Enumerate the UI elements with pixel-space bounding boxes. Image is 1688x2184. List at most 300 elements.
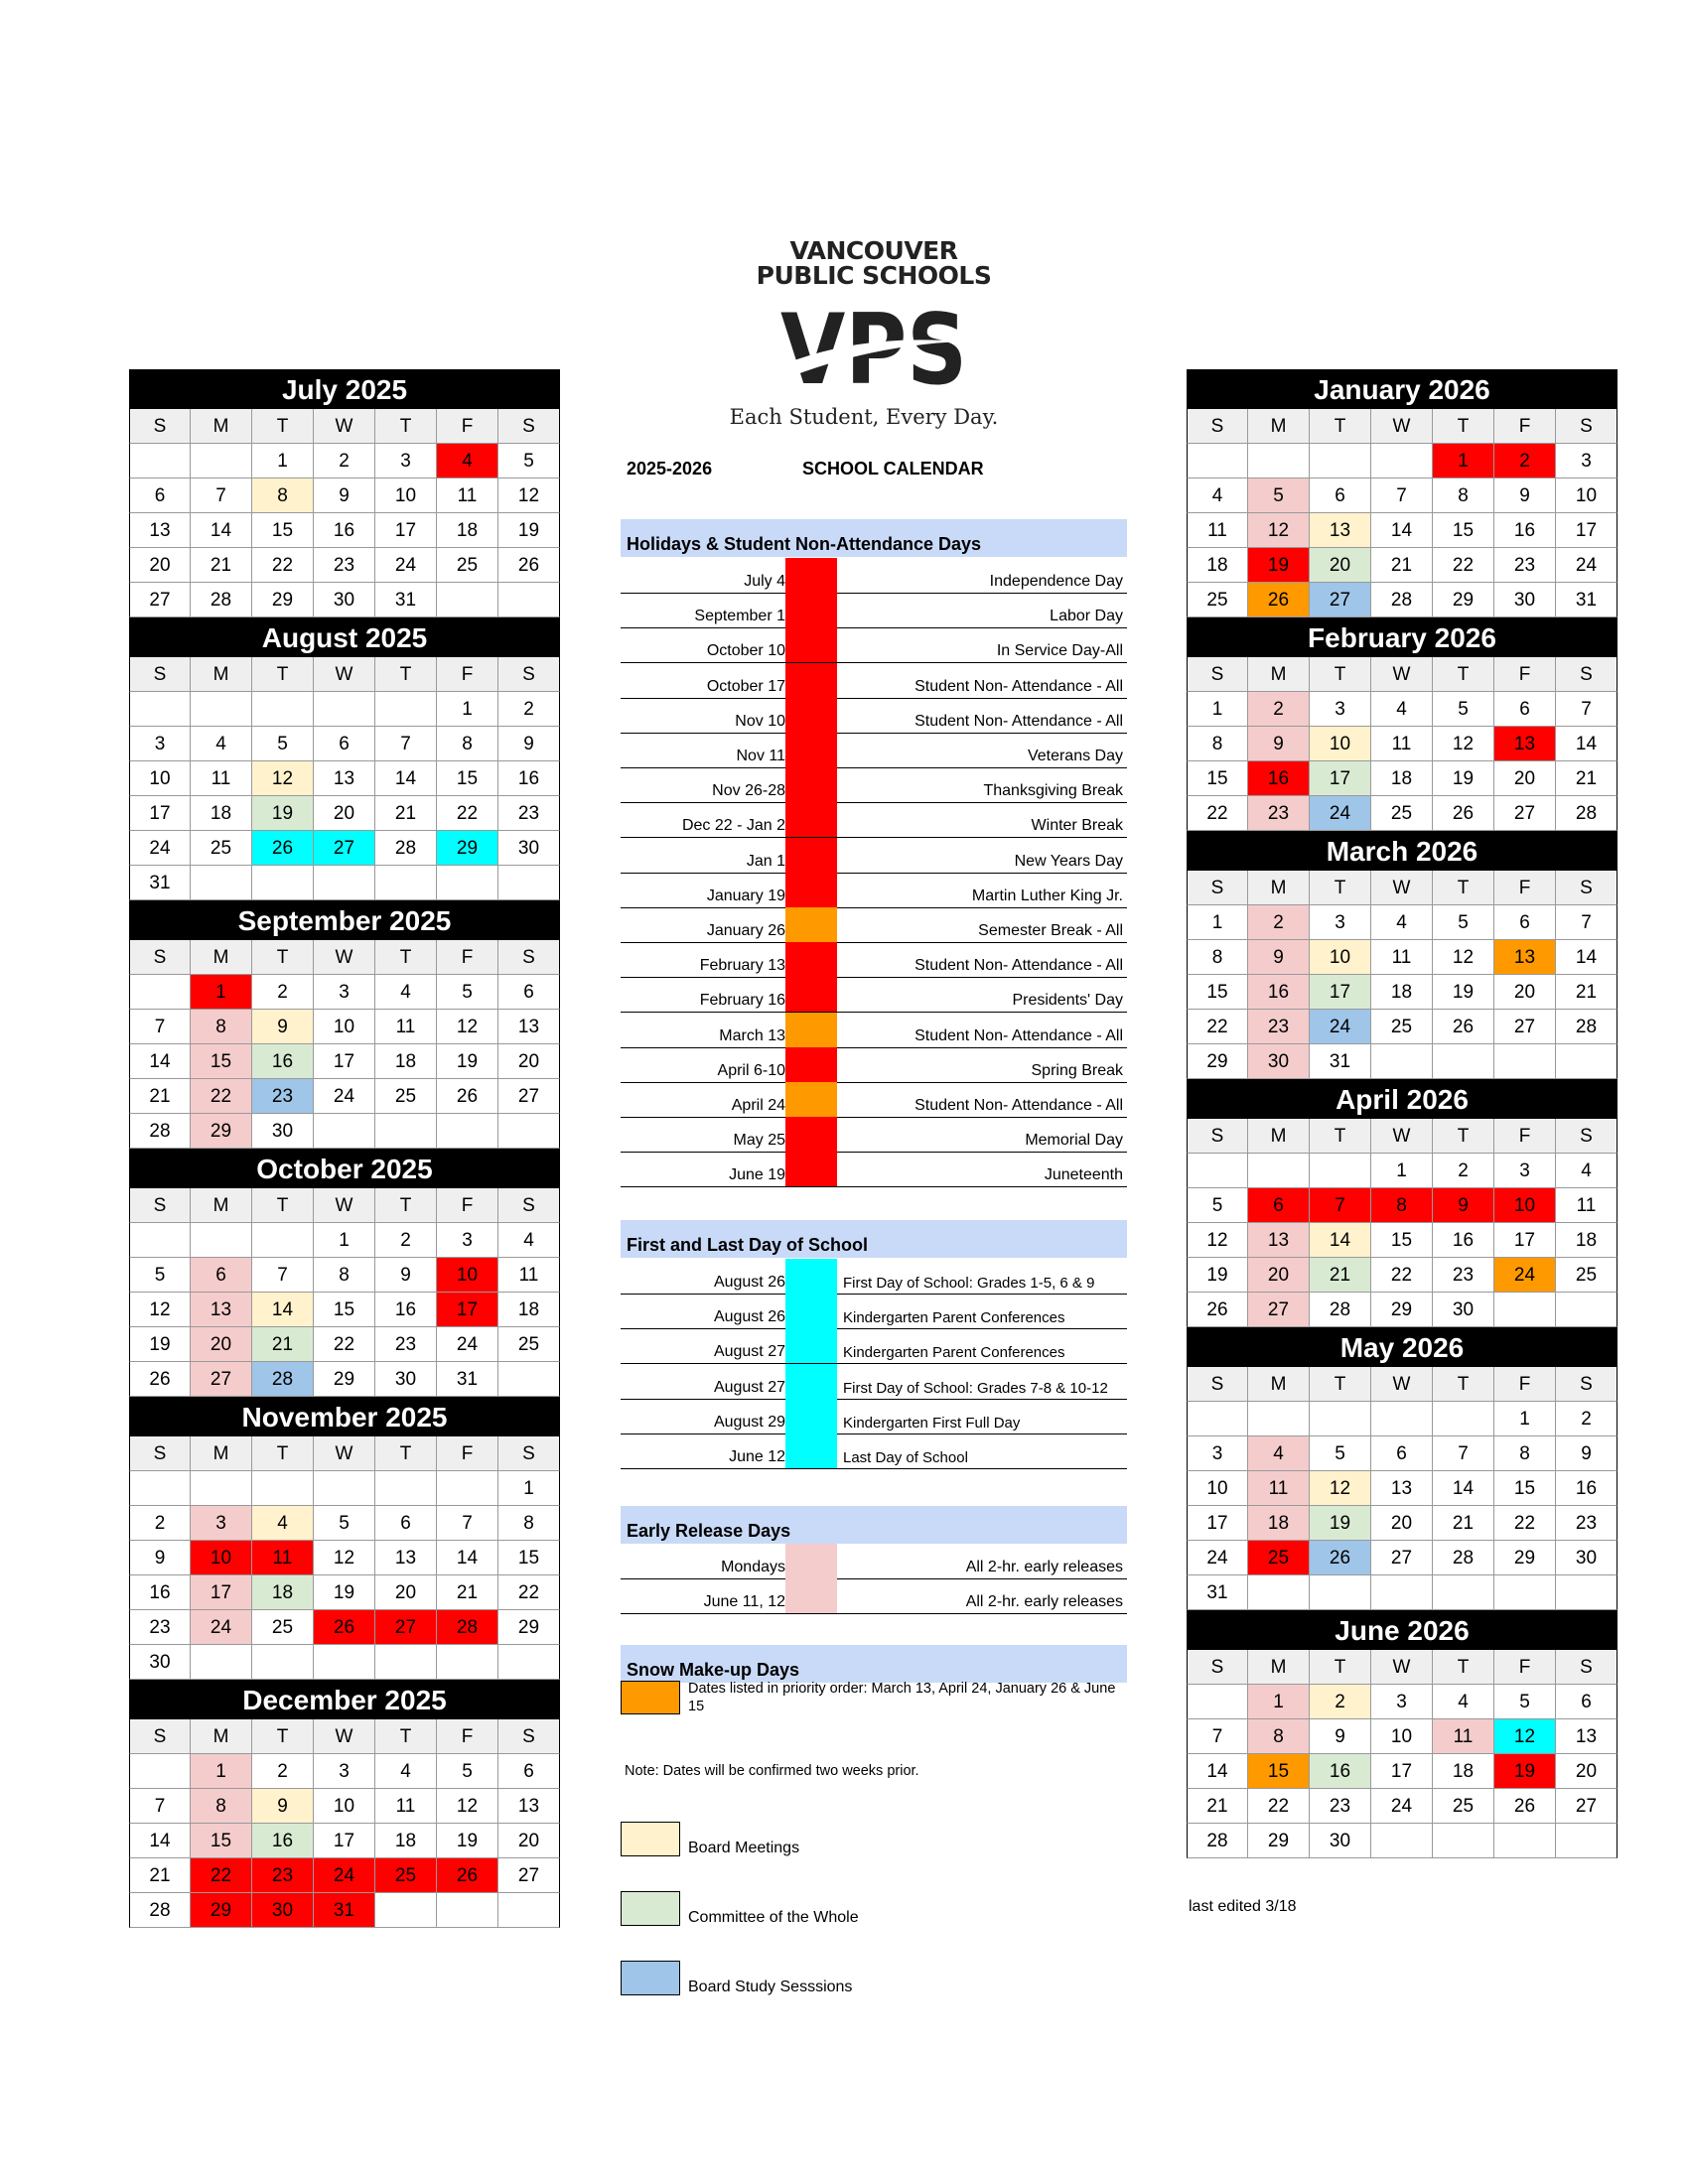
day-cell: 27 [1310, 583, 1371, 617]
event-date: Nov 11 [736, 748, 785, 764]
day-cell: 17 [1556, 513, 1618, 548]
day-cell: 29 [1494, 1541, 1556, 1575]
day-cell: 10 [314, 1789, 375, 1824]
day-cell: 28 [129, 1114, 191, 1149]
weekday-label: S [498, 1188, 560, 1223]
empty-cell [1248, 1575, 1310, 1610]
weekday-header-row [129, 1188, 560, 1223]
empty-cell [314, 1471, 375, 1506]
day-cell: 15 [191, 1044, 252, 1079]
day-cell: 31 [129, 866, 191, 900]
weekday-header-row [1187, 1367, 1618, 1402]
day-cell: 15 [498, 1541, 560, 1575]
day-cell: 11 [1371, 940, 1433, 975]
day-cell: 9 [252, 1010, 314, 1044]
empty-cell [1310, 1154, 1371, 1188]
day-cell: 12 [498, 478, 560, 513]
day-cell: 24 [1310, 1010, 1371, 1044]
day-cell: 22 [1187, 1010, 1248, 1044]
day-cell: 28 [1433, 1541, 1494, 1575]
day-cell: 10 [1310, 940, 1371, 975]
empty-cell [437, 1471, 498, 1506]
empty-cell [1494, 1044, 1556, 1079]
day-cell: 21 [1187, 1789, 1248, 1824]
weekday-label: W [314, 409, 375, 444]
day-cell: 17 [375, 513, 437, 548]
day-cell: 14 [1556, 727, 1618, 761]
day-cell: 6 [1494, 692, 1556, 727]
month-block [1187, 617, 1618, 831]
month-title: July 2025 [129, 369, 560, 409]
weekday-label: S [498, 657, 560, 692]
event-name: Labor Day [1050, 608, 1123, 625]
day-cell: 1 [1433, 444, 1494, 478]
day-cell: 24 [129, 831, 191, 866]
event-row [621, 1544, 1127, 1579]
day-cell: 28 [1187, 1824, 1248, 1858]
day-cell: 19 [437, 1824, 498, 1858]
day-cell: 12 [129, 1293, 191, 1327]
logo-line-2: PUBLIC SCHOOLS [756, 261, 992, 290]
week-row [129, 1610, 560, 1645]
day-cell: 30 [314, 583, 375, 617]
day-cell: 2 [1248, 905, 1310, 940]
day-cell: 23 [314, 548, 375, 583]
day-cell: 4 [1371, 905, 1433, 940]
day-cell: 4 [1433, 1685, 1494, 1719]
day-cell: 22 [1494, 1506, 1556, 1541]
weekday-label: T [252, 1188, 314, 1223]
day-cell: 1 [191, 975, 252, 1010]
event-row [621, 1152, 1127, 1187]
event-color-swatch [785, 698, 837, 733]
day-cell: 19 [252, 796, 314, 831]
legend-label-study-sessions: Board Study Sesssions [688, 1979, 853, 1995]
weekday-label: F [437, 409, 498, 444]
empty-cell [191, 1223, 252, 1258]
week-row [1187, 1685, 1618, 1719]
day-cell: 8 [191, 1010, 252, 1044]
logo-mark-text: VPS [780, 294, 967, 407]
day-cell: 20 [1371, 1506, 1433, 1541]
day-cell: 8 [1187, 727, 1248, 761]
day-cell: 11 [1248, 1471, 1310, 1506]
event-color-swatch [785, 1399, 837, 1433]
empty-cell [1371, 1402, 1433, 1436]
empty-cell [252, 692, 314, 727]
week-row [1187, 727, 1618, 761]
day-cell: 3 [191, 1506, 252, 1541]
day-cell: 10 [1494, 1188, 1556, 1223]
event-date: April 6-10 [717, 1061, 785, 1079]
month-block [129, 900, 560, 1149]
week-row [129, 1506, 560, 1541]
event-name: Semester Break - All [978, 922, 1123, 939]
empty-cell [375, 1114, 437, 1149]
empty-cell [1248, 1402, 1310, 1436]
day-cell: 27 [498, 1858, 560, 1893]
day-cell: 9 [1556, 1436, 1618, 1471]
event-date: June 12 [729, 1448, 785, 1465]
day-cell: 2 [252, 1754, 314, 1789]
day-cell: 9 [375, 1258, 437, 1293]
day-cell: 9 [1433, 1188, 1494, 1223]
day-cell: 7 [1556, 692, 1618, 727]
weekday-label: T [1433, 1650, 1494, 1685]
day-cell: 8 [498, 1506, 560, 1541]
event-row [621, 733, 1127, 768]
day-cell: 31 [1187, 1575, 1248, 1610]
day-cell: 29 [314, 1362, 375, 1397]
event-color-swatch [785, 1152, 837, 1186]
day-cell: 21 [1556, 761, 1618, 796]
day-cell: 6 [1248, 1188, 1310, 1223]
weekday-label: M [1248, 657, 1310, 692]
event-row [621, 1294, 1127, 1329]
day-cell: 11 [498, 1258, 560, 1293]
empty-cell [314, 1645, 375, 1680]
event-row [621, 1578, 1127, 1614]
empty-cell [1556, 1575, 1618, 1610]
week-row [1187, 1754, 1618, 1789]
day-cell: 5 [1433, 692, 1494, 727]
empty-cell [1433, 1575, 1494, 1610]
event-row [621, 838, 1127, 874]
day-cell: 15 [252, 513, 314, 548]
day-cell: 28 [437, 1610, 498, 1645]
empty-cell [498, 1114, 560, 1149]
weekday-label: M [191, 409, 252, 444]
day-cell: 7 [437, 1506, 498, 1541]
week-row [129, 1858, 560, 1893]
event-color-swatch [785, 1047, 837, 1082]
day-cell: 16 [1248, 761, 1310, 796]
week-row [1187, 1436, 1618, 1471]
first-last-heading: First and Last Day of School [621, 1220, 1127, 1258]
event-date: Dec 22 - Jan 2 [681, 817, 785, 835]
day-cell: 8 [1187, 940, 1248, 975]
empty-cell [1371, 444, 1433, 478]
day-cell: 10 [314, 1010, 375, 1044]
weekday-label: T [1433, 1119, 1494, 1154]
day-cell: 23 [375, 1327, 437, 1362]
day-cell: 20 [314, 796, 375, 831]
weekday-label: T [252, 657, 314, 692]
week-row [1187, 1541, 1618, 1575]
event-row [621, 1117, 1127, 1153]
day-cell: 6 [375, 1506, 437, 1541]
legend-swatch-board-meetings [621, 1822, 680, 1856]
weekday-label: T [375, 657, 437, 692]
month-title: August 2025 [129, 617, 560, 657]
event-name: In Service Day-All [996, 642, 1123, 660]
month-title: February 2026 [1187, 617, 1618, 657]
week-row [129, 583, 560, 617]
week-row [1187, 761, 1618, 796]
weekday-label: T [1433, 1367, 1494, 1402]
day-cell: 5 [1494, 1685, 1556, 1719]
weekday-label: S [498, 1719, 560, 1754]
day-cell: 20 [498, 1044, 560, 1079]
day-cell: 20 [1310, 548, 1371, 583]
day-cell: 21 [129, 1079, 191, 1114]
day-cell: 4 [1371, 692, 1433, 727]
day-cell: 6 [1556, 1685, 1618, 1719]
week-row [129, 831, 560, 866]
week-row [129, 1114, 560, 1149]
legend-swatch-study-sessions [621, 1961, 680, 1995]
weekday-label: S [1187, 1119, 1248, 1154]
day-cell: 9 [1248, 940, 1310, 975]
day-cell: 17 [1310, 975, 1371, 1010]
day-cell: 17 [1494, 1223, 1556, 1258]
weekday-label: T [252, 409, 314, 444]
day-cell: 29 [252, 583, 314, 617]
day-cell: 2 [314, 444, 375, 478]
day-cell: 30 [375, 1362, 437, 1397]
day-cell: 8 [437, 727, 498, 761]
day-cell: 29 [1371, 1293, 1433, 1327]
day-cell: 14 [1371, 513, 1433, 548]
event-name: Independence Day [989, 573, 1123, 590]
weekday-label: M [1248, 871, 1310, 905]
weekday-label: F [437, 1436, 498, 1471]
event-row [621, 907, 1127, 943]
week-row [129, 1079, 560, 1114]
week-row [129, 444, 560, 478]
day-cell: 15 [191, 1824, 252, 1858]
weekday-label: W [314, 1188, 375, 1223]
event-color-swatch [785, 838, 837, 873]
day-cell: 5 [1310, 1436, 1371, 1471]
day-cell: 18 [1371, 975, 1433, 1010]
day-cell: 7 [1556, 905, 1618, 940]
weekday-label: M [191, 657, 252, 692]
day-cell: 8 [1433, 478, 1494, 513]
day-cell: 19 [1433, 761, 1494, 796]
event-date: January 26 [706, 922, 785, 939]
day-cell: 24 [314, 1079, 375, 1114]
day-cell: 13 [1371, 1471, 1433, 1506]
day-cell: 4 [252, 1506, 314, 1541]
day-cell: 28 [191, 583, 252, 617]
week-row [1187, 1044, 1618, 1079]
empty-cell [1187, 1402, 1248, 1436]
day-cell: 19 [1310, 1506, 1371, 1541]
week-row [1187, 1506, 1618, 1541]
day-cell: 30 [1433, 1293, 1494, 1327]
empty-cell [437, 1645, 498, 1680]
event-name: Martin Luther King Jr. [971, 887, 1123, 904]
month-title: June 2026 [1187, 1610, 1618, 1650]
event-row [621, 663, 1127, 699]
empty-cell [252, 1471, 314, 1506]
day-cell: 4 [437, 444, 498, 478]
day-cell: 2 [1556, 1402, 1618, 1436]
day-cell: 14 [375, 761, 437, 796]
empty-cell [129, 975, 191, 1010]
day-cell: 1 [1187, 905, 1248, 940]
day-cell: 6 [498, 1754, 560, 1789]
day-cell: 16 [252, 1824, 314, 1858]
day-cell: 3 [1187, 1436, 1248, 1471]
day-cell: 25 [1433, 1789, 1494, 1824]
empty-cell [314, 692, 375, 727]
weekday-label: S [1556, 1367, 1618, 1402]
empty-cell [498, 1645, 560, 1680]
day-cell: 28 [252, 1362, 314, 1397]
event-row [621, 1328, 1127, 1364]
event-row [621, 1259, 1127, 1295]
weekday-label: T [1433, 409, 1494, 444]
event-name: Kindergarten Parent Conferences [843, 1344, 1065, 1362]
day-cell: 10 [1371, 1719, 1433, 1754]
day-cell: 12 [1433, 940, 1494, 975]
event-name: Presidents' Day [1012, 992, 1123, 1010]
day-cell: 11 [437, 478, 498, 513]
day-cell: 21 [1371, 548, 1433, 583]
day-cell: 29 [498, 1610, 560, 1645]
event-row [621, 802, 1127, 838]
week-row [129, 1010, 560, 1044]
week-row [1187, 940, 1618, 975]
day-cell: 26 [314, 1610, 375, 1645]
holidays-heading: Holidays & Student Non-Attendance Days [621, 519, 1127, 557]
weekday-label: W [1371, 657, 1433, 692]
weekday-label: F [437, 940, 498, 975]
day-cell: 18 [1248, 1506, 1310, 1541]
day-cell: 27 [1248, 1293, 1310, 1327]
day-cell: 2 [1494, 444, 1556, 478]
weekday-label: T [1310, 657, 1371, 692]
day-cell: 12 [314, 1541, 375, 1575]
day-cell: 6 [314, 727, 375, 761]
day-cell: 25 [498, 1327, 560, 1362]
event-row [621, 1047, 1127, 1083]
day-cell: 12 [1310, 1471, 1371, 1506]
day-cell: 5 [129, 1258, 191, 1293]
day-cell: 29 [1248, 1824, 1310, 1858]
day-cell: 25 [1371, 796, 1433, 831]
day-cell: 28 [375, 831, 437, 866]
day-cell: 17 [191, 1575, 252, 1610]
week-row [129, 1893, 560, 1928]
day-cell: 20 [1556, 1754, 1618, 1789]
day-cell: 9 [314, 478, 375, 513]
day-cell: 25 [191, 831, 252, 866]
event-color-swatch [785, 977, 837, 1012]
day-cell: 29 [191, 1893, 252, 1928]
event-name: Thanksgiving Break [983, 782, 1123, 800]
day-cell: 22 [191, 1858, 252, 1893]
week-row [1187, 513, 1618, 548]
weekday-label: S [129, 657, 191, 692]
weekday-label: F [1494, 1119, 1556, 1154]
empty-cell [129, 1754, 191, 1789]
empty-cell [252, 1223, 314, 1258]
weekday-label: W [1371, 409, 1433, 444]
week-row [129, 1223, 560, 1258]
event-name: First Day of School: Grades 7-8 & 10-12 [843, 1379, 1108, 1397]
day-cell: 5 [1433, 905, 1494, 940]
month-title: March 2026 [1187, 831, 1618, 871]
day-cell: 28 [1556, 796, 1618, 831]
weekday-label: S [129, 409, 191, 444]
day-cell: 2 [252, 975, 314, 1010]
event-date: February 16 [699, 992, 785, 1010]
weekday-label: W [1371, 871, 1433, 905]
day-cell: 28 [1371, 583, 1433, 617]
weekday-label: S [1187, 1650, 1248, 1685]
day-cell: 26 [437, 1079, 498, 1114]
event-row [621, 873, 1127, 908]
day-cell: 29 [1187, 1044, 1248, 1079]
day-cell: 11 [1371, 727, 1433, 761]
day-cell: 11 [1187, 513, 1248, 548]
day-cell: 13 [375, 1541, 437, 1575]
month-title: November 2025 [129, 1397, 560, 1436]
month-block [129, 1680, 560, 1928]
day-cell: 14 [252, 1293, 314, 1327]
week-row [1187, 1188, 1618, 1223]
event-name: Juneteenth [1044, 1166, 1123, 1184]
weekday-label: S [1187, 1367, 1248, 1402]
event-color-swatch [785, 593, 837, 627]
day-cell: 28 [1310, 1293, 1371, 1327]
day-cell: 19 [314, 1575, 375, 1610]
weekday-label: M [1248, 1367, 1310, 1402]
day-cell: 27 [375, 1610, 437, 1645]
day-cell: 7 [191, 478, 252, 513]
week-row [1187, 1471, 1618, 1506]
empty-cell [1433, 1402, 1494, 1436]
empty-cell [1556, 1824, 1618, 1858]
day-cell: 5 [1187, 1188, 1248, 1223]
month-block [129, 1397, 560, 1680]
empty-cell [1494, 1824, 1556, 1858]
day-cell: 30 [252, 1114, 314, 1149]
day-cell: 18 [191, 796, 252, 831]
weekday-label: T [252, 1436, 314, 1471]
day-cell: 11 [1433, 1719, 1494, 1754]
empty-cell [498, 1893, 560, 1928]
event-name: All 2-hr. early releases [965, 1593, 1123, 1611]
day-cell: 4 [1556, 1154, 1618, 1188]
day-cell: 15 [1371, 1223, 1433, 1258]
weekday-label: M [191, 1188, 252, 1223]
event-row [621, 627, 1127, 663]
day-cell: 10 [437, 1258, 498, 1293]
week-row [1187, 975, 1618, 1010]
day-cell: 20 [1494, 761, 1556, 796]
empty-cell [1310, 1402, 1371, 1436]
day-cell: 2 [1248, 692, 1310, 727]
day-cell: 9 [129, 1541, 191, 1575]
weekday-label: M [1248, 409, 1310, 444]
week-row [1187, 1154, 1618, 1188]
day-cell: 4 [498, 1223, 560, 1258]
day-cell: 2 [375, 1223, 437, 1258]
empty-cell [375, 1645, 437, 1680]
week-row [1187, 1789, 1618, 1824]
month-title: January 2026 [1187, 369, 1618, 409]
event-row [621, 1082, 1127, 1118]
day-cell: 27 [498, 1079, 560, 1114]
day-cell: 16 [1433, 1223, 1494, 1258]
day-cell: 8 [252, 478, 314, 513]
event-row [621, 1399, 1127, 1434]
event-date: October 17 [706, 677, 785, 695]
